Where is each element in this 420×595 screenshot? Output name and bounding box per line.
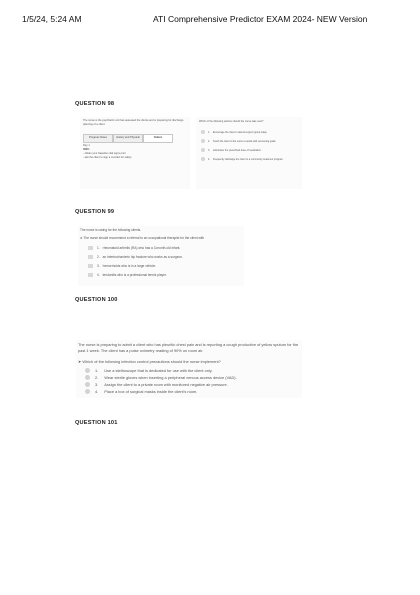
question-100-option-3[interactable]: [85, 382, 228, 387]
question-99-prompt-text: The nurse should recommend a referral to an occupational therapist for the client with: [83, 236, 205, 240]
question-99-option-2[interactable]: [88, 255, 183, 259]
question-100-option-2[interactable]: [85, 375, 237, 380]
radio-button[interactable]: [85, 375, 90, 380]
option-text: Frequently discharge the client to a community treatment program.: [213, 157, 284, 161]
question-98-answer-panel: [196, 117, 302, 189]
radio-button[interactable]: [201, 157, 205, 161]
question-99-option-4[interactable]: [88, 273, 167, 277]
tab-history-physical[interactable]: History and Physical: [113, 134, 143, 143]
question-101-label: QUESTION 101: [75, 420, 118, 426]
question-100-option-1[interactable]: [85, 368, 213, 373]
radio-button[interactable]: [85, 382, 90, 387]
option-number: 3.: [97, 264, 100, 268]
radio-button[interactable]: [85, 368, 90, 373]
option-text: Place a box of surgical masks inside the client's room.: [104, 389, 198, 394]
radio-button[interactable]: [201, 130, 205, 134]
radio-button[interactable]: [85, 389, 90, 394]
question-100-option-4[interactable]: [85, 389, 197, 394]
arrow-icon: ➤: [78, 359, 82, 364]
question-100-label: QUESTION 100: [75, 297, 118, 303]
arrow-icon: ➤: [80, 236, 83, 240]
question-98-prompt: Which of the following actions should the nurse take next?: [199, 120, 264, 123]
question-99-label: QUESTION 99: [75, 209, 115, 215]
option-text: tendonitis who is a professional tennis player.: [102, 273, 167, 277]
option-number: 2.: [97, 255, 100, 259]
note-day: Day 1: [83, 144, 90, 147]
note-line: - obtain your baseline vital signs prior: [83, 152, 126, 155]
checkbox[interactable]: [88, 273, 93, 277]
question-98-option-3[interactable]: [201, 148, 262, 152]
option-text: Teach the client to the nurse to assist with recovering goals.: [213, 139, 277, 143]
option-number: 4.: [97, 273, 100, 277]
tab-orders[interactable]: Orders: [143, 134, 173, 143]
question-98-case-panel: [80, 117, 190, 189]
option-text: Encourage the client to attend support group today.: [213, 130, 268, 134]
question-100-stem: The nurse is preparing to admit a client who has pleuritic chest pain and is reporting a cough productive of yellow sputum for the past 1 week. The client has a pulse oximetry reading of 90% on room air.: [78, 342, 299, 353]
option-number: 3.: [208, 148, 210, 152]
question-98-option-2[interactable]: [201, 139, 276, 143]
question-98-option-1[interactable]: [201, 130, 267, 134]
checkbox[interactable]: [88, 264, 93, 268]
option-number: 1.: [95, 368, 99, 373]
option-number: 3.: [95, 382, 99, 387]
option-text: hemorrhoids who is in a large vehicle.: [102, 264, 157, 268]
checkbox[interactable]: [88, 246, 93, 250]
radio-button[interactable]: [201, 139, 205, 143]
option-number: 1.: [208, 130, 210, 134]
option-text: rheumatoid arthritis (RA) who has a 3-month-old infant.: [102, 246, 181, 250]
note-time: 0900:: [83, 148, 90, 151]
question-98-label: QUESTION 98: [75, 101, 115, 107]
option-number: 4.: [95, 389, 99, 394]
checkbox[interactable]: [88, 255, 93, 259]
option-text: Wear sterile gloves when inserting a peripheral venous access device (VAD).: [104, 375, 237, 380]
option-number: 2.: [208, 139, 210, 143]
question-98-notes: [83, 144, 187, 160]
print-date: 1/5/24, 5:24 AM: [22, 14, 82, 24]
question-99-stem: The nurse is caring for the following clients.: [80, 228, 142, 232]
tab-progress-notes[interactable]: Progress Notes: [83, 134, 113, 143]
option-number: 1.: [97, 246, 100, 250]
question-98-tabs: [83, 134, 173, 143]
option-number: 4.: [208, 157, 210, 161]
question-99-prompt: [80, 236, 204, 240]
question-100-panel: [76, 340, 302, 398]
question-98-stem: The nurse is the psychiatric unit has assessed the clients and is preparing for discharge planning of a client.: [83, 119, 184, 126]
question-100-prompt-text: Which of the following infection control precautions should the nurse implement?: [82, 359, 221, 364]
question-99-option-1[interactable]: [88, 246, 180, 250]
note-line: - ask the client to sign a contract for safety: [83, 156, 132, 159]
document-title: ATI Comprehensive Predictor EXAM 2024- NEW Version: [153, 14, 368, 24]
question-99-option-3[interactable]: [88, 264, 156, 268]
option-text: Use a stethoscope that is dedicated for use with the client only.: [104, 368, 213, 373]
question-98-option-4[interactable]: [201, 157, 283, 161]
question-99-panel: [78, 226, 244, 286]
option-text: an intertrochanteric hip fracture who works as a surgeon.: [102, 255, 183, 259]
option-number: 2.: [95, 375, 99, 380]
option-text: Assign the client to a private room with monitored negative air pressure.: [104, 382, 228, 387]
radio-button[interactable]: [201, 148, 205, 152]
option-text: Administer the prescribed dose of medication.: [213, 148, 262, 152]
question-100-prompt: [78, 359, 221, 364]
